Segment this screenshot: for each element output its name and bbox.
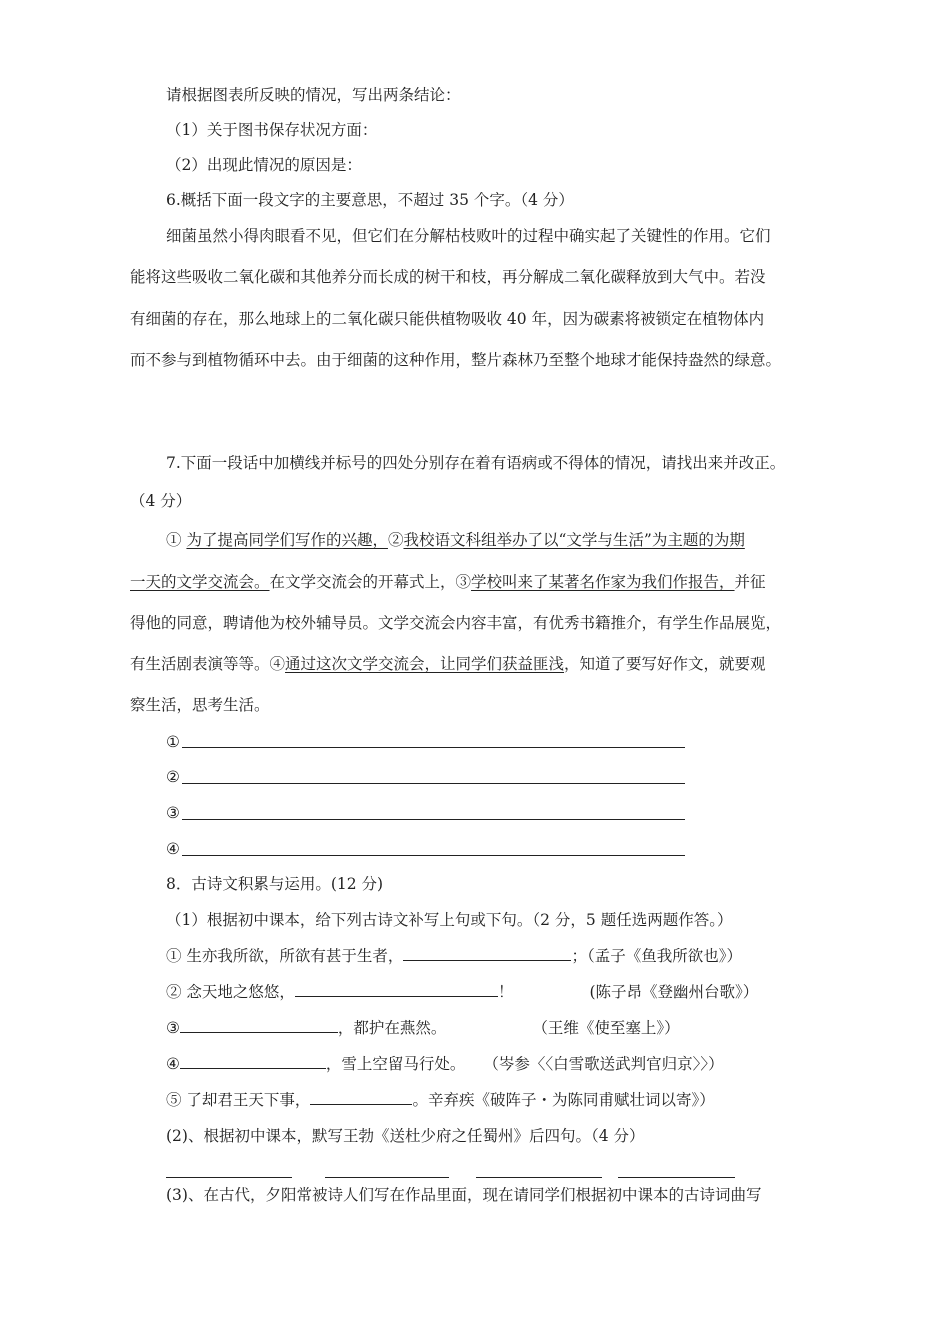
poem-answer-line-4[interactable] — [618, 1177, 735, 1178]
sub-question-1: （1）关于图书保存状况方面： — [166, 121, 378, 139]
q7-paragraph-line: 得他的同意，聘请他为校外辅导员。文学交流会内容丰富，有优秀书籍推介，有学生作品展览， — [130, 614, 782, 632]
question-6-title: 6.概括下面一段文字的主要意思，不超过 35 个字。（4 分） — [166, 191, 574, 209]
poem-item-2 — [166, 982, 758, 1002]
poem-marker: ③ — [166, 1019, 180, 1037]
poem-source: (陈子昂《登幽州台歌》） — [589, 983, 759, 1001]
answer-line-2[interactable] — [182, 783, 685, 784]
poem-text: ① 生亦我所欲，所欲有甚于生者， — [166, 947, 404, 965]
poem-blank-4[interactable] — [180, 1054, 326, 1069]
underlined-phrase-3: 学校叫来了某著名作家为我们作报告， — [471, 573, 735, 591]
q6-paragraph-line: 能将这些吸收二氧化碳和其他养分而长成的树干和枝，再分解成二氧化碳释放到大气中。若没 — [130, 268, 766, 286]
q7-paragraph-line — [166, 530, 745, 550]
poem-text: ！ — [497, 983, 514, 1001]
poem-source: （岑参〈〈白雪歌送武判官归京〉〉） — [483, 1055, 724, 1073]
answer-line-1[interactable] — [182, 747, 685, 748]
answer-marker-1: ① — [166, 733, 180, 751]
poem-blank-3[interactable] — [180, 1018, 338, 1033]
answer-marker-3: ③ — [166, 804, 180, 822]
q7-paragraph-line — [130, 654, 766, 674]
plain-text: 有生活剧表演等等。④ — [130, 655, 286, 673]
poem-answer-line-1[interactable] — [166, 1177, 292, 1178]
poem-item-5 — [166, 1090, 715, 1110]
question-8-1: （1）根据初中课本，给下列古诗文补写上句或下句。（2 分，5 题任选两题作答。） — [166, 911, 733, 929]
poem-blank-5[interactable] — [310, 1090, 412, 1105]
underlined-phrase-4: 通过这次文学交流会，让同学们获益匪浅 — [285, 655, 565, 673]
poem-source: （王维《使至塞上》） — [532, 1019, 680, 1037]
poem-source: 。辛弃疾《破阵子・为陈同甫赋壮词以寄》） — [412, 1091, 715, 1109]
poem-text: ⑤ 了却君王天下事， — [166, 1091, 311, 1109]
poem-item-4 — [166, 1054, 724, 1074]
plain-text: 并征 — [734, 573, 766, 591]
answer-marker-2: ② — [166, 768, 180, 786]
poem-answer-line-2[interactable] — [325, 1177, 449, 1178]
marker-1: ① — [166, 531, 187, 549]
poem-text: ② 念天地之悠悠， — [166, 983, 295, 1001]
poem-blank-2[interactable] — [295, 982, 498, 997]
poem-text: ，雪上空留马行处。 — [325, 1055, 466, 1073]
poem-item-3 — [166, 1018, 680, 1038]
q6-paragraph-line: 而不参与到植物循环中去。由于细菌的这种作用，整片森林乃至整个地球才能保持盎然的绿意。 — [130, 351, 782, 369]
sub-question-2: （2）出现此情况的原因是： — [166, 156, 362, 174]
instruction-text: 请根据图表所反映的情况，写出两条结论： — [166, 86, 461, 104]
underlined-phrase-2-cont: 一天的文学交流会。 — [130, 573, 270, 591]
poem-answer-line-3[interactable] — [476, 1177, 602, 1178]
q6-paragraph-line: 有细菌的存在，那么地球上的二氧化碳只能供植物吸收 40 年，因为碳素将被锁定在植物体内 — [130, 310, 765, 328]
q7-paragraph-line — [130, 572, 766, 592]
question-8-2: (2)、根据初中课本，默写王勃《送杜少府之任蜀州》后四句。（4 分） — [166, 1127, 645, 1145]
answer-line-4[interactable] — [182, 855, 685, 856]
underlined-phrase-2: 我校语文科组举办了以“文学与生活”为主题的为期 — [403, 531, 745, 549]
poem-marker: ④ — [166, 1055, 180, 1073]
poem-text: ，都护在燕然。 — [337, 1019, 447, 1037]
plain-text: 在文学交流会的开幕式上，③ — [269, 573, 472, 591]
question-8-3: (3)、在古代，夕阳常被诗人们写在作品里面，现在请同学们根据初中课本的古诗词曲写 — [166, 1186, 762, 1204]
marker-2: ② — [387, 531, 404, 549]
q7-paragraph-line: 察生活，思考生活。 — [130, 696, 270, 714]
q6-paragraph-line: 细菌虽然小得肉眼看不见，但它们在分解枯枝败叶的过程中确实起了关键性的作用。它们 — [166, 227, 771, 245]
poem-item-1 — [166, 946, 742, 966]
plain-text: ，知道了要写好作文，就要观 — [564, 655, 766, 673]
question-7-score: （4 分） — [130, 492, 192, 510]
poem-blank-1[interactable] — [403, 946, 571, 961]
poem-source: ；（孟子《鱼我所欲也》） — [571, 947, 742, 965]
question-8-title: 8．古诗文积累与运用。(12 分) — [166, 875, 384, 893]
underlined-phrase-1: 为了提高同学们写作的兴趣， — [186, 531, 388, 549]
answer-line-3[interactable] — [182, 819, 685, 820]
answer-marker-4: ④ — [166, 840, 180, 858]
question-7-title: 7.下面一段话中加横线并标号的四处分别存在着有语病或不得体的情况，请找出来并改正。 — [166, 454, 786, 472]
